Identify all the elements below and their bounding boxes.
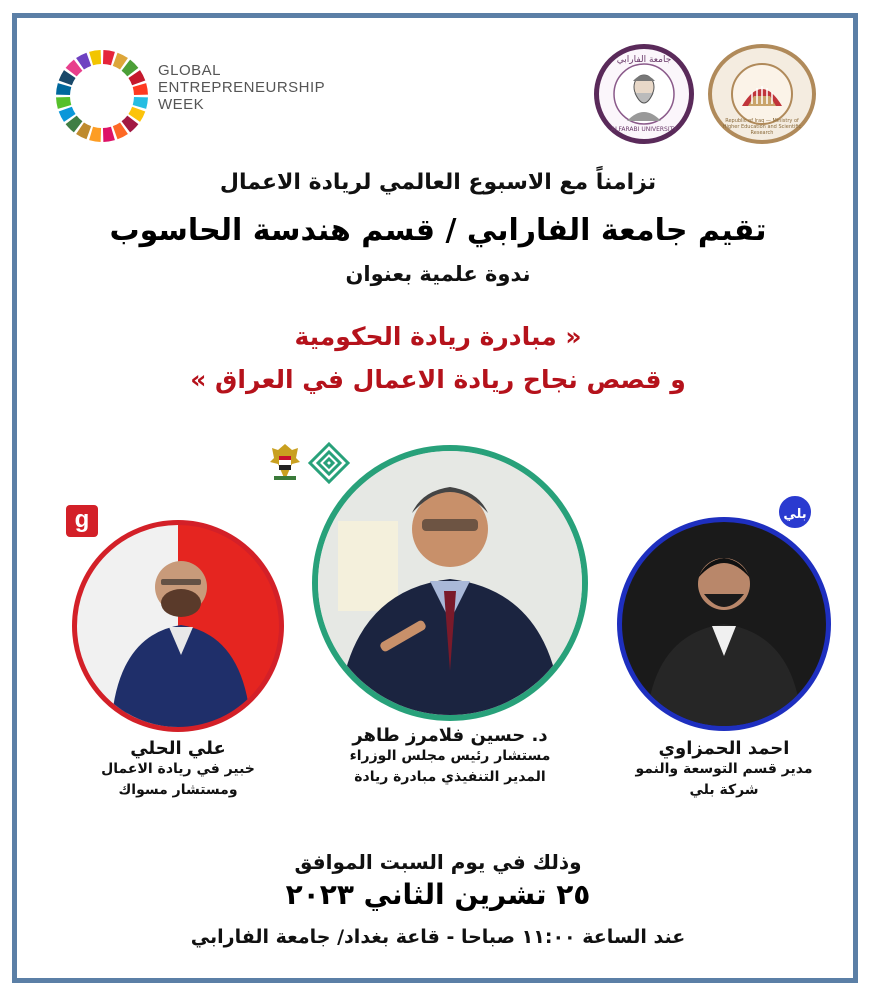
- gew-ring-segment: [133, 83, 148, 95]
- seminar-title-2: و قصص نجاح ريادة الاعمال في العراق »: [190, 365, 686, 394]
- right-speaker-photo: [617, 517, 831, 731]
- left-speaker-caption: [72, 738, 284, 801]
- ministry-seal-text: Republic of Iraq — Ministry of Higher Education and Scientific Research: [722, 118, 802, 136]
- ministry-seal: [708, 44, 816, 144]
- ministry-emblem-icon: [730, 62, 794, 126]
- alfarabi-university-seal: [594, 44, 694, 144]
- gew-ring-segment: [89, 50, 101, 65]
- gew-ring-segment: [103, 127, 115, 142]
- gew-line-1: GLOBAL: [158, 62, 222, 79]
- host-line: تقيم جامعة الفارابي / قسم هندسة الحاسوب: [109, 213, 767, 248]
- event-date: ٢٥ تشرين الثاني ٢٠٢٣: [285, 878, 591, 911]
- intro-line: تزامناً مع الاسبوع العالمي لريادة الاعمال: [219, 170, 657, 195]
- alfarabi-seal-english: ALFARABI UNIVERSITY: [611, 126, 677, 133]
- right-speaker-caption: [617, 738, 831, 801]
- gew-ring-segment: [56, 97, 71, 109]
- gew-line-2: ENTREPRENEURSHIP: [158, 79, 326, 96]
- person-silhouette-icon: [318, 451, 582, 715]
- seminar-label: ندوة علمية بعنوان: [345, 262, 531, 286]
- gew-ring-segment: [89, 127, 101, 142]
- center-speaker-role-2: المدير التنفيذي مبادرة ريادة: [354, 769, 546, 785]
- left-speaker-role-1: خبير في ريادة الاعمال: [101, 761, 255, 777]
- gew-ring-segment: [56, 83, 71, 95]
- center-speaker-photo: [312, 445, 588, 721]
- center-speaker-role-1: مستشار رئيس مجلس الوزراء: [349, 748, 551, 764]
- scholar-portrait-icon: [613, 63, 675, 125]
- right-speaker-name: احمد الحمزاوي: [658, 738, 790, 759]
- gew-line-3: WEEK: [158, 96, 205, 113]
- right-speaker-company-badge: بلي: [776, 493, 814, 531]
- left-speaker-role-2: ومستشار مسواك: [118, 782, 238, 798]
- seminar-title-1: « مبادرة ريادة الحكومية: [294, 322, 582, 351]
- center-speaker-caption: [312, 725, 588, 788]
- right-speaker-role-1: مدير قسم التوسعة والنمو: [635, 761, 813, 777]
- event-time-place: عند الساعة ١١:٠٠ صباحا - قاعة بغداد/ جامعة الفارابي: [190, 926, 686, 948]
- gew-ring-segment: [133, 97, 148, 109]
- person-silhouette-icon: [622, 522, 826, 726]
- alfarabi-seal-arabic: جامعة الفارابي: [616, 55, 672, 65]
- left-speaker-photo: [72, 520, 284, 732]
- gew-wordmark: [158, 62, 325, 113]
- iraq-emblem-icon: [268, 440, 302, 484]
- right-speaker-role-2: شركة بلي: [689, 782, 759, 798]
- person-silhouette-icon: [77, 525, 279, 727]
- center-speaker-name: د. حسين فلامرز طاهر: [352, 725, 548, 746]
- gew-ring-segment: [103, 50, 115, 65]
- event-day: وذلك في يوم السبت الموافق: [294, 850, 582, 874]
- left-speaker-name: علي الحلي: [130, 738, 226, 759]
- left-speaker-company-badge: g: [66, 505, 98, 537]
- gew-ring-logo: [52, 46, 152, 146]
